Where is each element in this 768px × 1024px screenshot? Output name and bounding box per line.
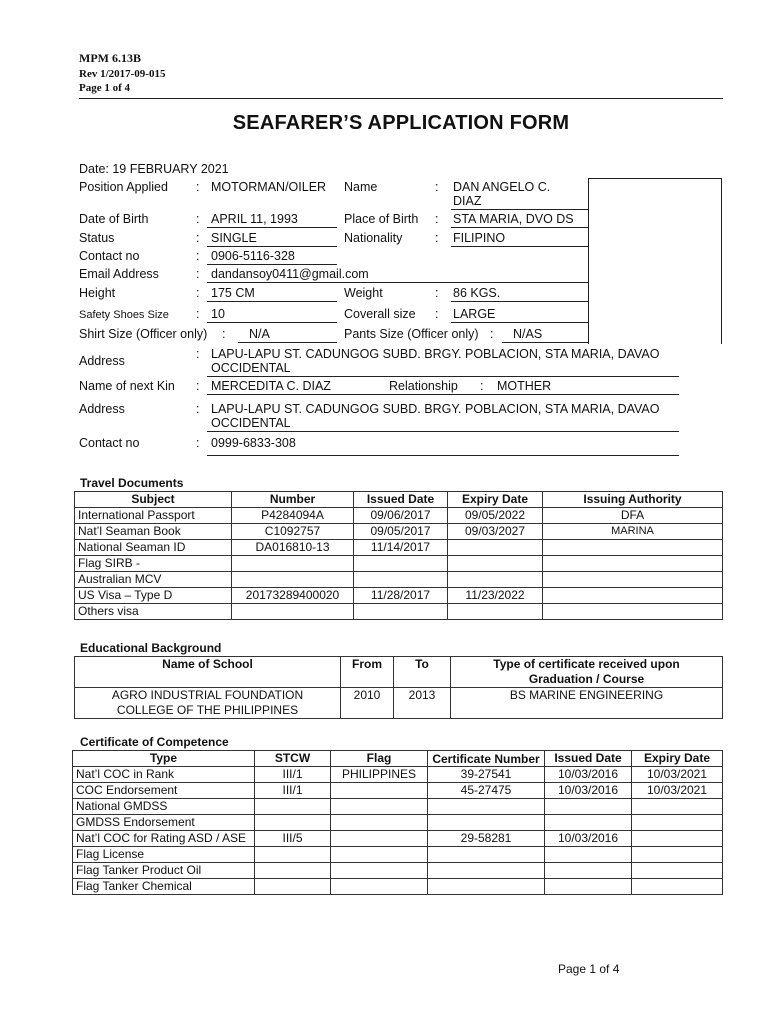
column-header: Flag [331, 751, 428, 767]
table-cell [543, 556, 723, 572]
colon: : [196, 347, 200, 361]
table-cell: III/1 [255, 783, 331, 799]
table-cell: 10/03/2016 [545, 783, 632, 799]
table-cell: 2010 [341, 688, 394, 719]
email-underline [207, 282, 588, 283]
header-page-number: Page 1 of 4 [79, 82, 131, 94]
pants-underline [502, 342, 588, 343]
address2-line2: OCCIDENTAL [211, 416, 291, 430]
table-cell: 10/03/2021 [632, 767, 723, 783]
table-cell [354, 604, 448, 620]
status-value: SINGLE [211, 231, 257, 245]
column-header: From [341, 657, 394, 688]
table-row [75, 524, 723, 540]
contact2-value: 0999-6833-308 [211, 436, 296, 450]
table-cell [255, 799, 331, 815]
table-cell [448, 556, 543, 572]
table-cell: Flag SIRB - [75, 556, 232, 572]
table-cell [255, 879, 331, 895]
cert-header-line1: Type of certificate received upon [493, 657, 680, 671]
dob-value: APRIL 11, 1993 [211, 212, 298, 226]
table-cell: 10/03/2016 [545, 831, 632, 847]
table-cell [543, 540, 723, 556]
table-cell: Others visa [75, 604, 232, 620]
shoes-value: 10 [211, 307, 225, 321]
colon: : [196, 180, 200, 194]
pants-value: N/AS [513, 327, 543, 341]
table-cell: Flag Tanker Product Oil [73, 863, 255, 879]
table-cell: III/1 [255, 767, 331, 783]
relationship-value: MOTHER [497, 379, 552, 393]
table-cell [428, 847, 545, 863]
address2-label: Address [79, 402, 125, 416]
email-label: Email Address [79, 267, 159, 281]
table-row [75, 508, 723, 524]
shoes-label: Safety Shoes Size [79, 309, 169, 321]
table-cell [428, 815, 545, 831]
table-cell: 11/23/2022 [448, 588, 543, 604]
email-value: dandansoy0411@gmail.com [211, 267, 369, 281]
pants-label: Pants Size (Officer only) [344, 327, 479, 341]
table-cell [331, 783, 428, 799]
table-row [75, 556, 723, 572]
column-header [451, 657, 723, 688]
table-cell [232, 604, 354, 620]
column-header: Issued Date [354, 492, 448, 508]
table-header-row [75, 657, 723, 688]
address-underline [207, 376, 679, 377]
coverall-label: Coverall size [344, 307, 416, 321]
table-cell: National Seaman ID [75, 540, 232, 556]
name-underline [451, 209, 588, 210]
relationship-label: Relationship [389, 379, 458, 393]
table-cell [545, 799, 632, 815]
shirt-label: Shirt Size (Officer only) [79, 327, 208, 341]
contact-value: 0906-5116-328 [211, 249, 295, 263]
height-underline [207, 301, 337, 302]
table-cell [543, 588, 723, 604]
table-cell [632, 799, 723, 815]
table-cell: 29-58281 [428, 831, 545, 847]
table-cell: PHILIPPINES [331, 767, 428, 783]
table-cell: 09/05/2022 [448, 508, 543, 524]
table-cell [632, 831, 723, 847]
colon: : [435, 231, 439, 245]
column-header: Number [232, 492, 354, 508]
travel-documents-title: Travel Documents [80, 476, 184, 490]
colon: : [480, 379, 484, 393]
education-table [74, 656, 723, 719]
table-cell: COC Endorsement [73, 783, 255, 799]
height-label: Height [79, 286, 116, 300]
table-cell [545, 863, 632, 879]
table-cell [331, 847, 428, 863]
table-cell [232, 572, 354, 588]
pob-underline [451, 227, 588, 228]
table-cell [331, 863, 428, 879]
table-row [75, 572, 723, 588]
coc-table [72, 750, 723, 895]
table-cell [331, 815, 428, 831]
table-cell: 09/05/2017 [354, 524, 448, 540]
table-cell [232, 556, 354, 572]
header-rule [79, 98, 723, 99]
table-cell: 10/03/2016 [545, 767, 632, 783]
weight-underline [451, 301, 588, 302]
table-cell: Flag License [73, 847, 255, 863]
status-label: Status [79, 231, 115, 245]
address-line1: LAPU-LAPU ST. CADUNGOG SUBD. BRGY. POBLACION, STA MARIA, DAVAO [211, 347, 660, 361]
table-cell [428, 879, 545, 895]
coverall-value: LARGE [453, 307, 496, 321]
form-title: SEAFARER’S APPLICATION FORM [232, 112, 570, 134]
table-cell [448, 572, 543, 588]
nationality-underline [451, 246, 588, 247]
nationality-value: FILIPINO [453, 231, 506, 245]
contact-label: Contact no [79, 249, 140, 263]
table-row [73, 863, 723, 879]
revision-number: Rev 1/2017-09-015 [79, 68, 166, 80]
table-cell [632, 879, 723, 895]
pob-value: STA MARIA, DVO DS [453, 212, 574, 226]
column-header: STCW [255, 751, 331, 767]
position-label: Position Applied [79, 180, 168, 194]
table-cell [331, 799, 428, 815]
weight-value: 86 KGS. [453, 286, 501, 300]
table-row [73, 879, 723, 895]
address-label: Address [79, 354, 125, 368]
table-cell [543, 604, 723, 620]
position-value: MOTORMAN/OILER [211, 180, 327, 194]
table-cell: 11/14/2017 [354, 540, 448, 556]
table-row [73, 783, 723, 799]
table-cell: Nat’l COC for Rating ASD / ASE [73, 831, 255, 847]
table-row [75, 588, 723, 604]
table-cell: National GMDSS [73, 799, 255, 815]
table-cell [545, 847, 632, 863]
kin-underline [207, 394, 679, 395]
photo-box [588, 178, 722, 344]
colon: : [196, 379, 200, 393]
table-cell [331, 879, 428, 895]
table-cell [255, 863, 331, 879]
weight-label: Weight [344, 286, 383, 300]
shoes-underline [207, 322, 337, 323]
colon: : [196, 436, 200, 450]
table-cell [632, 863, 723, 879]
table-cell [448, 540, 543, 556]
table-cell: P4284094A [232, 508, 354, 524]
column-header: Expiry Date [632, 751, 723, 767]
table-cell [331, 831, 428, 847]
table-cell: International Passport [75, 508, 232, 524]
table-cell: US Visa – Type D [75, 588, 232, 604]
kin-label: Name of next Kin [79, 379, 175, 393]
coc-title: Certificate of Competence [80, 735, 229, 749]
height-value: 175 CM [211, 286, 255, 300]
address2-line1: LAPU-LAPU ST. CADUNGOG SUBD. BRGY. POBLACION, STA MARIA, DAVAO [211, 402, 660, 416]
table-cell [448, 604, 543, 620]
column-header: Issued Date [545, 751, 632, 767]
address-line2: OCCIDENTAL [211, 361, 291, 375]
column-header: Expiry Date [448, 492, 543, 508]
table-cell [354, 556, 448, 572]
colon: : [196, 307, 200, 321]
travel-documents-table [74, 491, 723, 620]
table-cell: Australian MCV [75, 572, 232, 588]
shirt-value: N/A [249, 327, 270, 341]
table-header-row [73, 751, 723, 767]
table-cell: GMDSS Endorsement [73, 815, 255, 831]
colon: : [490, 327, 494, 341]
name-value-line1: DAN ANGELO C. [453, 180, 551, 194]
colon: : [196, 402, 200, 416]
column-header: To [394, 657, 451, 688]
application-date: Date: 19 FEBRUARY 2021 [79, 162, 229, 176]
column-header: Type [73, 751, 255, 767]
kin-value: MERCEDITA C. DIAZ [211, 379, 331, 393]
colon: : [222, 327, 226, 341]
table-cell [545, 879, 632, 895]
table-cell [428, 799, 545, 815]
table-row [73, 767, 723, 783]
table-cell [543, 572, 723, 588]
contact2-underline [207, 455, 679, 456]
colon: : [435, 212, 439, 226]
colon: : [196, 249, 200, 263]
table-cell: 45-27475 [428, 783, 545, 799]
table-row [75, 688, 723, 719]
table-cell: 09/06/2017 [354, 508, 448, 524]
shirt-underline [238, 342, 337, 343]
table-cell: 11/28/2017 [354, 588, 448, 604]
table-cell: Flag Tanker Chemical [73, 879, 255, 895]
table-row [73, 815, 723, 831]
table-cell: 10/03/2021 [632, 783, 723, 799]
colon: : [196, 231, 200, 245]
status-underline [207, 246, 337, 247]
colon: : [196, 212, 200, 226]
column-header: Name of School [75, 657, 341, 688]
table-cell: 20173289400020 [232, 588, 354, 604]
table-cell: 2013 [394, 688, 451, 719]
table-row [75, 604, 723, 620]
dob-underline [207, 227, 337, 228]
table-cell [632, 815, 723, 831]
contact-underline [207, 264, 337, 265]
table-row [73, 799, 723, 815]
table-cell [354, 572, 448, 588]
table-cell [632, 847, 723, 863]
table-cell [545, 815, 632, 831]
colon: : [196, 267, 200, 281]
footer-page-number: Page 1 of 4 [558, 962, 620, 976]
nationality-label: Nationality [344, 231, 403, 245]
school-line2: COLLEGE OF THE PHILIPPINES [116, 703, 299, 717]
coverall-underline [451, 322, 588, 323]
document-code: MPM 6.13B [79, 51, 141, 65]
table-cell: DFA [543, 508, 723, 524]
table-cell: DA016810-13 [232, 540, 354, 556]
colon: : [435, 307, 439, 321]
column-header: Issuing Authority [543, 492, 723, 508]
name-value-line2: DIAZ [453, 194, 482, 208]
cert-header-line2: Graduation / Course [528, 672, 645, 686]
column-header: Certificate Number [428, 751, 545, 767]
table-row [73, 847, 723, 863]
contact2-label: Contact no [79, 436, 140, 450]
table-cell: Nat’l Seaman Book [75, 524, 232, 540]
name-label: Name [344, 180, 378, 194]
table-cell: III/5 [255, 831, 331, 847]
address2-underline [207, 431, 679, 432]
colon: : [435, 180, 439, 194]
table-cell [428, 863, 545, 879]
education-title: Educational Background [80, 641, 222, 655]
table-cell: C1092757 [232, 524, 354, 540]
pob-label: Place of Birth [344, 212, 419, 226]
table-header-row [75, 492, 723, 508]
table-cell [255, 815, 331, 831]
table-cell [75, 688, 341, 719]
table-row [75, 540, 723, 556]
table-cell: MARINA [543, 524, 723, 540]
dob-label: Date of Birth [79, 212, 149, 226]
table-cell: Nat’l COC in Rank [73, 767, 255, 783]
colon: : [435, 286, 439, 300]
colon: : [196, 286, 200, 300]
column-header: Subject [75, 492, 232, 508]
table-cell: 09/03/2027 [448, 524, 543, 540]
table-row [73, 831, 723, 847]
table-cell: 39-27541 [428, 767, 545, 783]
table-cell [255, 847, 331, 863]
school-line1: AGRO INDUSTRIAL FOUNDATION [111, 688, 304, 702]
table-cell: BS MARINE ENGINEERING [451, 688, 723, 719]
